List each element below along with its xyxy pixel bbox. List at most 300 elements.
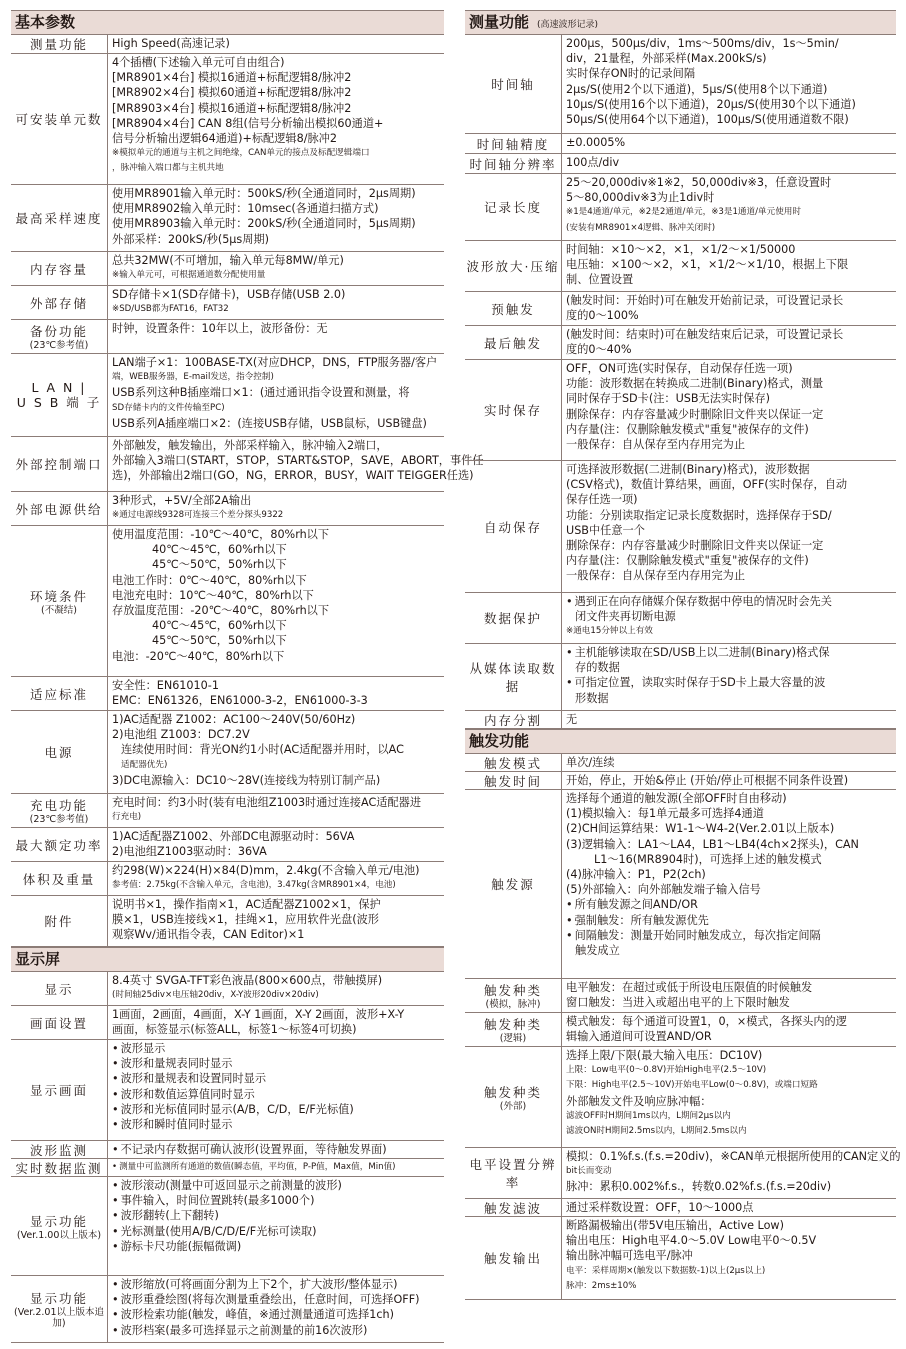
spec-value-line: • 所有触发源之间AND/OR xyxy=(566,897,894,912)
spec-label xyxy=(465,35,562,133)
spec-value xyxy=(562,1047,896,1147)
spec-value xyxy=(108,252,444,285)
spec-value-line: 8.4英寸 SVGA-TFT彩色液晶(800×600点，带触摸屏) xyxy=(112,974,383,987)
spec-label-line: U S B 端 子 xyxy=(16,395,102,410)
spec-label xyxy=(11,794,108,827)
spec-label xyxy=(465,1217,562,1299)
spec-value-line: 连续使用时间：背光ON约1小时(AC适配器并用时，以AC xyxy=(121,743,404,757)
spec-value-line: 2)电池组Z1003驱动时：36VA xyxy=(112,845,267,859)
spec-value-line: 滤波OFF时H期间1ms以内，L期间2μs以内 xyxy=(566,1110,731,1121)
section-note: (高速波形记录) xyxy=(537,20,599,30)
spec-value-line: 充电时间：约3小时(装有电池组Z1003时通过连接AC适配器进 xyxy=(112,796,422,809)
spec-value-line: 上限：Low电平(0～0.8V)开始High电平(2.5～10V) xyxy=(566,1065,767,1076)
spec-label-sub: (模拟，脉冲) xyxy=(485,999,541,1010)
spec-label-text: 可安装单元数 xyxy=(15,112,103,127)
spec-label-text: 显示功能 xyxy=(29,1213,88,1229)
spec-label-text: 触发种类 xyxy=(483,1017,542,1032)
spec-value-line: ※通电15分钟以上有效 xyxy=(566,626,653,637)
spec-label-text: 数据保护 xyxy=(483,611,542,626)
spec-label-text: 附件 xyxy=(44,914,74,929)
spec-value-line: 窗口触发：当进入或超出电平的上下限时触发 xyxy=(566,996,790,1010)
spec-label-text: 电平设置分辨率 xyxy=(469,1157,557,1190)
spec-value-line: LAN端子×1：100BASE-TX(对应DHCP，DNS，FTP服务器/客户 xyxy=(112,356,438,369)
spec-row xyxy=(11,794,444,828)
spec-row xyxy=(465,134,896,154)
spec-value-line: 通过采样数设置：OFF，10～1000点 xyxy=(566,1201,754,1214)
spec-value-line: (2)CH间运算结果：W1-1～W4-2(Ver.2.01以上版本) xyxy=(566,822,835,836)
spec-row xyxy=(11,492,444,526)
spec-row xyxy=(11,54,444,185)
spec-value-line: 电池工作时：0℃～40℃，80%rh以下 xyxy=(112,573,307,587)
spec-value-line: 3种形式，+5V/全部2A输出 xyxy=(112,494,252,507)
spec-value-line: (1)模拟输入：每1单元最多可选择4通道 xyxy=(566,807,764,821)
spec-value-line: 1)AC适配器 Z1002：AC100～240V(50/60Hz) xyxy=(112,713,356,726)
spec-value-line: 观察Wv/通讯指令表，CAN Editor)×1 xyxy=(112,928,305,942)
spec-label xyxy=(11,526,108,676)
spec-value-line: [MR8903×4台] 模拟16通道+标配逻辑8/脉冲2 xyxy=(112,101,352,115)
spec-value xyxy=(108,1141,444,1158)
spec-value-line: • 不记录内存数据可确认波形(设置界面，等待触发界面) xyxy=(112,1142,442,1157)
spec-value-line: 触发成立 xyxy=(575,944,620,958)
spec-value xyxy=(562,1199,896,1216)
spec-row xyxy=(11,437,484,492)
spec-label-text: 波形监测 xyxy=(29,1142,88,1158)
spec-value xyxy=(108,711,444,793)
spec-value xyxy=(562,241,896,291)
spec-row xyxy=(11,1276,444,1343)
spec-value-line: • 波形和数值运算值同时显示 xyxy=(112,1087,442,1102)
spec-row xyxy=(465,1199,896,1217)
spec-value-line: 使用温度范围：-10℃～40℃，80%rh以下 xyxy=(112,528,330,541)
spec-value-line: • 事件输入，时间位置跳转(最多1000个) xyxy=(112,1193,442,1208)
spec-value xyxy=(108,320,444,353)
spec-label xyxy=(11,972,108,1005)
spec-value-line: 适配器优先) xyxy=(121,759,168,770)
spec-value-line: 电池充电时：10℃～40℃，80%rh以下 xyxy=(112,588,314,602)
spec-value-line: 总共32MW(不可增加，输入单元每8MW/单元) xyxy=(112,254,344,267)
spec-value-line: (5)外部输入：向外部触发端子输入信号 xyxy=(566,883,761,897)
spec-value-line: 说明书×1，操作指南×1，AC适配器Z1002×1，保护 xyxy=(112,898,381,911)
spec-value-line: • 间隔触发：测量开始同时触发成立，每次指定间隔 xyxy=(566,928,894,943)
spec-value-line: ※模拟单元的通道与主机之间绝缘，CAN单元的接点及标配逻辑端口 xyxy=(112,148,370,159)
spec-label-line: L A N | xyxy=(31,380,87,395)
spec-value-line: 制、位置设置 xyxy=(566,273,634,287)
spec-value-line: 膜×1，USB连接线×1，挂绳×1，应用软件光盘(波形 xyxy=(112,913,379,927)
spec-label xyxy=(465,754,562,771)
spec-value-line: (3)逻辑输入：LA1～LA4，LB1～LB4(4ch×2探头)，CAN xyxy=(566,837,859,851)
spec-value-line: 电平触发：在超过或低于所设电压限值的时候触发 xyxy=(566,981,813,994)
spec-label-text: 触发滤波 xyxy=(483,1200,542,1216)
spec-value-line: 端，WEB服务器，E-mail发送，指令控制) xyxy=(112,372,274,383)
spec-value-line: 保存任选一项) xyxy=(566,493,638,507)
spec-label xyxy=(11,354,108,436)
spec-label-text: 适应标准 xyxy=(29,686,88,702)
spec-label xyxy=(11,1177,108,1275)
spec-value-line: 2)电池组 Z1003：DC7.2V xyxy=(112,728,250,742)
spec-value-line: 脉冲：累积0.002%f.s.，转数0.02%f.s.(f.s.=20div) xyxy=(566,1180,832,1194)
spec-value xyxy=(108,354,444,436)
spec-value-line: 断路漏极输出(带5V电压输出，Active Low) xyxy=(566,1219,784,1232)
spec-value-line: OFF，ON可选(实时保存，自动保存任选一项) xyxy=(566,362,793,375)
spec-value xyxy=(108,35,444,53)
spec-label xyxy=(465,360,562,460)
spec-label-text: 画面设置 xyxy=(29,1015,88,1031)
spec-value-line: 开始，停止，开始&停止 (开始/停止可根据不同条件设置) xyxy=(566,774,849,787)
spec-value-line: ※SD/USB都为FAT16，FAT32 xyxy=(112,304,229,315)
spec-value-line: • 测量中可监测所有通道的数值(瞬态值，平均值，P-P值，Max值，Min值) xyxy=(112,1160,442,1175)
spec-label-text: 最大额定功率 xyxy=(15,837,103,853)
spec-value-line: ※输入单元可，可根据通道数分配使用量 xyxy=(112,270,266,281)
spec-value-line: • 波形翻转(上下翻转) xyxy=(112,1208,442,1223)
spec-label-text: 时间轴精度 xyxy=(476,136,550,152)
spec-value-line: • 主机能够读取在SD/USB上以二进制(Binary)格式保 xyxy=(566,645,894,660)
spec-row xyxy=(11,1159,444,1177)
spec-value-line: (安装有MR8901×4逻辑、脉冲关闭时) xyxy=(566,222,716,233)
spec-label xyxy=(11,35,108,53)
spec-label-text: 触发时间 xyxy=(483,773,542,789)
spec-row xyxy=(11,320,444,354)
spec-value-line: 电池：-20℃～40℃，80%rh以下 xyxy=(112,649,285,663)
spec-label-text: 触发输出 xyxy=(483,1251,542,1266)
spec-label xyxy=(11,185,108,251)
spec-value-line: EMC：EN61326，EN61000-3-2，EN61000-3-3 xyxy=(112,694,368,708)
spec-row xyxy=(11,1177,444,1276)
spec-value-line: 2μs/S(使用2个以下通道)，5μs/S(使用8个以下通道) xyxy=(566,82,828,96)
spec-label xyxy=(465,772,562,789)
spec-label-text: 从媒体读取数据 xyxy=(469,661,557,694)
spec-label-text: 充电功能 xyxy=(29,798,88,813)
spec-value-line: 时钟，设置条件：10年以上，波形备份：无 xyxy=(112,322,328,335)
spec-value-line: 画面，标签显示(标签ALL，标签1～标签4可切换) xyxy=(112,1023,357,1037)
spec-row xyxy=(11,828,444,862)
spec-value-line: 功能：分别读取指定记录长度数据时，选择保存于SD/ xyxy=(566,508,832,522)
section-header xyxy=(11,947,444,972)
spec-value-line: 1画面，2画面，4画面，X-Y 1画面，X-Y 2画面，波形+X-Y xyxy=(112,1008,405,1021)
spec-label-text: 显示画面 xyxy=(29,1083,88,1098)
spec-value-line: • 强制触发：所有触发源优先 xyxy=(566,913,894,928)
spec-value xyxy=(562,360,896,460)
spec-value-line: 单次/连续 xyxy=(566,756,615,769)
spec-label-text: 内存分割 xyxy=(483,712,542,728)
spec-label-text: 环境条件 xyxy=(29,588,88,604)
spec-value xyxy=(108,862,444,895)
spec-value-line: 形数据 xyxy=(575,691,609,705)
spec-label xyxy=(11,828,108,861)
spec-value-line: 25～20,000div※1※2，50,000div※3，任意设置时 xyxy=(566,176,832,189)
spec-row xyxy=(11,711,444,794)
spec-label xyxy=(465,593,562,643)
spec-value xyxy=(562,154,896,173)
right-column xyxy=(465,10,901,1300)
spec-row xyxy=(465,154,896,174)
spec-label-text: 最高采样速度 xyxy=(15,211,103,226)
spec-row xyxy=(11,1040,444,1141)
spec-value-line: 行充电) xyxy=(112,812,142,823)
spec-label xyxy=(465,292,562,325)
spec-value-line: ，脉冲输入端口都与主机共地 xyxy=(112,163,224,174)
spec-value-line: • 波形滚动(测量中可返回显示之前测量的波形) xyxy=(112,1178,442,1193)
spec-value-line: 电平：采样周期×(触发以下数据数-1)以上(2μs以上) xyxy=(566,1265,766,1276)
spec-row xyxy=(11,972,444,1006)
spec-value xyxy=(108,896,444,946)
spec-label-sub: (外部) xyxy=(499,1100,527,1112)
spec-value-line: 45℃～50℃，50%rh以下 xyxy=(152,558,287,572)
spec-label-text: 体积及重量 xyxy=(22,871,96,887)
spec-value xyxy=(108,185,444,251)
spec-value-line: • 波形重叠绘图(将每次测量重叠绘出，任意时间，可选择OFF) xyxy=(112,1292,442,1307)
spec-value-line: 时间轴：×10～×2，×1，×1/2～×1/50000 xyxy=(566,243,796,256)
spec-label-text: 显示 xyxy=(44,981,74,997)
spec-value-line: 实时保存ON时的记录间隔 xyxy=(566,67,696,81)
spec-value-line: 100点/div xyxy=(566,156,620,169)
spec-value-line: 40℃～45℃，60%rh以下 xyxy=(152,543,287,557)
spec-value xyxy=(108,286,444,319)
spec-value xyxy=(108,1177,444,1275)
spec-row xyxy=(11,1141,444,1159)
spec-value-line: (4)脉冲输入：P1，P2(2ch) xyxy=(566,868,706,882)
spec-row xyxy=(465,790,896,979)
spec-row xyxy=(465,1148,901,1199)
spec-label xyxy=(11,320,108,353)
spec-value-line: • 波形和量规表和设置同时显示 xyxy=(112,1071,442,1086)
spec-value xyxy=(562,1148,903,1198)
spec-value-line: 10μs/S(使用16个以下通道)，20μs/S(使用30个以下通道) xyxy=(566,97,856,111)
spec-value-line: (触发时间：结束时)可在触发结束后记录，可设置记录长 xyxy=(566,328,844,341)
spec-label-text: 触发种类 xyxy=(483,1084,542,1100)
spec-value-line: 200μs，500μs/div，1ms～500ms/div，1s～5min/ xyxy=(566,37,839,50)
spec-value-line: 使用MR8902输入单元时：10msec(各通道扫描方式) xyxy=(112,202,379,216)
spec-value-line: 外部输入3端口(START，STOP，START&STOP，SAVE，ABORT，事件任 xyxy=(112,454,484,468)
spec-value-line: ±0.0005% xyxy=(566,136,626,149)
spec-label-text: 记录长度 xyxy=(483,200,542,215)
spec-value xyxy=(108,828,444,861)
spec-value xyxy=(108,1159,444,1176)
spec-value xyxy=(562,644,896,710)
spec-value xyxy=(108,1006,444,1039)
spec-value-line: 参考值：2.75kg(不含输入单元，含电池)，3.47kg(含MR8901×4，电池) xyxy=(112,880,396,891)
spec-label xyxy=(465,1148,562,1198)
section-title: 触发功能 xyxy=(469,732,530,750)
spec-label-text: 时间轴分辨率 xyxy=(469,156,557,172)
spec-value-line: • 光标测量(使用A/B/C/D/E/F光标可读取) xyxy=(112,1224,442,1239)
spec-label-text: 触发模式 xyxy=(483,755,542,771)
spec-label xyxy=(465,174,562,240)
spec-label xyxy=(11,54,108,184)
spec-value-line: 输出电压：High电平4.0～5.0V Low电平0～0.5V xyxy=(566,1234,817,1248)
spec-value-line: 40℃～45℃，60%rh以下 xyxy=(152,619,287,633)
spec-label-text: 触发种类 xyxy=(483,983,542,998)
spec-label-text: 实时数据监测 xyxy=(15,1160,103,1176)
spec-value xyxy=(562,292,896,325)
spec-row xyxy=(11,185,444,252)
spec-value-line: 使用MR8903输入单元时：200kS/秒(全通道同时，5μs周期) xyxy=(112,217,416,231)
spec-row xyxy=(465,593,896,644)
spec-value-line: 脉冲：2ms±10% xyxy=(566,1280,637,1291)
spec-value-line: 1)AC适配器Z1002、外部DC电源驱动时：56VA xyxy=(112,830,355,843)
spec-row xyxy=(465,174,896,241)
spec-value-line: 删除保存：内存容量减少时删除旧文件夹以保证一定 xyxy=(566,539,824,553)
spec-value-line: SD存储卡×1(SD存储卡)，USB存储(USB 2.0) xyxy=(112,288,346,301)
spec-row xyxy=(11,35,444,54)
spec-row xyxy=(11,354,444,437)
spec-row xyxy=(465,326,896,360)
spec-label-text: 电源 xyxy=(44,745,74,760)
spec-value xyxy=(108,492,444,525)
spec-value xyxy=(562,593,896,643)
spec-row xyxy=(11,862,444,896)
spec-value-line: 3)DC电源输入：DC10～28V(连接线为特别订制产品) xyxy=(112,773,381,787)
spec-value-line: 外部采样：200kS/秒(5μs周期) xyxy=(112,232,269,246)
spec-label xyxy=(11,711,108,793)
spec-label-sub: (Ver.1.00以上版本) xyxy=(16,1229,102,1241)
spec-value-line: div，21量程，外部采样(Max.200kS/s) xyxy=(566,52,767,66)
spec-row xyxy=(11,1006,444,1040)
spec-value-line: 内存量(注：仅删除触发模式"重复"被保存的文件) xyxy=(566,554,809,568)
spec-label-text: 时间轴 xyxy=(491,77,535,92)
spec-value xyxy=(562,790,896,978)
spec-value xyxy=(108,972,444,1005)
spec-value-line: [MR8902×4台] 模拟60通道+标配逻辑8/脉冲2 xyxy=(112,86,352,100)
section-header xyxy=(11,10,444,35)
spec-value xyxy=(562,1013,896,1046)
spec-value-line: ※1是4通道/单元，※2是2通道/单元，※3是1通道/单元使用时 xyxy=(566,207,801,218)
spec-value xyxy=(108,437,486,491)
spec-label-text: 波形放大·压缩 xyxy=(466,259,560,274)
spec-value-line: 选)，外部输出2端口(GO，NG，ERROR，BUSY，WAIT TEIGGER任选) xyxy=(112,469,474,483)
spec-value xyxy=(562,461,896,592)
spec-value-line: 无 xyxy=(566,713,578,726)
spec-label xyxy=(11,1040,108,1140)
spec-row xyxy=(465,360,896,461)
spec-row xyxy=(465,711,896,729)
spec-value xyxy=(562,134,896,153)
spec-value-line: 选择每个通道的触发源(全部OFF时自由移动) xyxy=(566,792,787,805)
spec-value-line: • 波形档案(最多可选择显示之前测量的前16次波形) xyxy=(112,1323,442,1338)
spec-value-line: 使用MR8901输入单元时：500kS/秒(全通道同时，2μs周期) xyxy=(112,187,416,200)
spec-value xyxy=(562,754,896,771)
spec-value-line: • 波形检索功能(触发，峰值，※通过测量通道可选择1ch) xyxy=(112,1307,442,1322)
spec-value-line: 约298(W)×224(H)×84(D)mm，2.4kg(不含输入单元/电池) xyxy=(112,864,420,877)
spec-value-line: 度的0～40% xyxy=(566,343,632,357)
spec-label-text: 自动保存 xyxy=(483,519,542,535)
spec-label-sub: (逻辑) xyxy=(499,1033,527,1044)
spec-label xyxy=(11,862,108,895)
spec-label-text: 外部存储 xyxy=(29,295,88,311)
spec-value xyxy=(562,979,896,1012)
spec-row xyxy=(465,241,896,292)
spec-value-line: USB系列这种B插座端口×1：(通过通讯指令设置和测量，将 xyxy=(112,386,410,400)
spec-value-line: 外部触发文件及响应脉冲幅： xyxy=(566,1094,712,1108)
spec-value-line: 内存量(注：仅删除触发模式"重复"被保存的文件) xyxy=(566,422,809,436)
spec-value-line: • 遇到正在向存储媒介保存数据中停电的情况时会先关 xyxy=(566,594,894,609)
spec-value-line: 度的0～100% xyxy=(566,309,639,323)
spec-value-line: • 可指定位置，读取实时保存于SD卡上最大容量的波 xyxy=(566,675,894,690)
spec-value-line: 模拟：0.1%f.s.(f.s.=20div)，※CAN单元根据所使用的CAN定义的 xyxy=(566,1150,901,1163)
spec-label-text: 测量功能 xyxy=(29,37,88,52)
spec-label xyxy=(11,1141,108,1158)
spec-value-line: 模式触发：每个通道可设置1，0，×模式，各探头内的逻 xyxy=(566,1015,847,1028)
spec-value-line: • 波形和光标值同时显示(A/B，C/D，E/F光标值) xyxy=(112,1102,442,1117)
spec-row xyxy=(11,526,444,677)
spec-value-line: (时间轴25div×电压轴20div，X-Y波形20div×20div) xyxy=(112,990,319,1001)
spec-value-line: bit长而变动 xyxy=(566,1166,612,1177)
spec-label-sub: (23℃参考值) xyxy=(29,340,89,351)
spec-label-text: 最后触发 xyxy=(483,335,542,351)
left-column xyxy=(11,10,484,1343)
spec-value-line: 电压轴：×100～×2，×1，×1/2～×1/10，根据上下限 xyxy=(566,258,849,272)
spec-value-line: 一般保存：自从保存至内存用完为止 xyxy=(566,569,746,583)
spec-label xyxy=(11,677,108,710)
spec-value xyxy=(108,1276,444,1342)
spec-value xyxy=(562,35,896,133)
spec-row xyxy=(465,979,896,1013)
spec-value-line: 闭文件夹再切断电源 xyxy=(575,610,676,624)
spec-label xyxy=(11,1006,108,1039)
spec-label-sub: (不凝结) xyxy=(41,604,77,616)
spec-row xyxy=(11,677,444,711)
spec-label xyxy=(11,437,108,491)
spec-label-text: 外部控制端口 xyxy=(15,457,103,472)
spec-value-line: 选择上限/下限(最大输入电压：DC10V) xyxy=(566,1049,763,1062)
spec-value-line: 删除保存：内存容量减少时删除旧文件夹以保证一定 xyxy=(566,407,824,421)
spec-label xyxy=(465,644,562,710)
spec-row xyxy=(11,252,444,286)
section-title: 基本参数 xyxy=(15,13,76,31)
spec-row xyxy=(465,292,896,326)
spec-label xyxy=(465,1047,562,1147)
section-header xyxy=(465,729,896,754)
spec-label-text: 实时保存 xyxy=(483,403,542,418)
section-title: 显示屏 xyxy=(15,950,61,968)
spec-row xyxy=(11,286,444,320)
spec-value-line: • 波形显示 xyxy=(112,1041,442,1056)
spec-label xyxy=(465,461,562,592)
spec-row xyxy=(465,35,896,134)
spec-value-line: • 游标卡尺功能(振幅微调) xyxy=(112,1239,442,1254)
spec-label xyxy=(11,252,108,285)
spec-label xyxy=(11,1159,108,1176)
spec-label xyxy=(465,711,562,728)
spec-row xyxy=(465,644,896,711)
spec-value-line: [MR8901×4台] 模拟16通道+标配逻辑8/脉冲2 xyxy=(112,71,352,85)
spec-value-line: USB中任意一个 xyxy=(566,523,645,537)
spec-label xyxy=(11,1276,108,1342)
spec-value-line: • 波形缩放(可将画面分割为上下2个，扩大波形/整体显示) xyxy=(112,1277,442,1292)
spec-value-line: 辑输入通道间可设置AND/OR xyxy=(566,1030,712,1044)
spec-value-line: 一般保存：自从保存至内存用完为止 xyxy=(566,438,746,452)
spec-value xyxy=(562,326,896,359)
spec-row xyxy=(465,1047,896,1148)
spec-row xyxy=(465,772,896,790)
spec-value-line: 信号分析输出逻辑64通道)+标配逻辑8/脉冲2 xyxy=(112,132,337,146)
spec-label xyxy=(465,154,562,173)
spec-row xyxy=(465,1217,896,1300)
spec-value-line: • 波形和瞬时值同时显示 xyxy=(112,1117,442,1132)
spec-value-line: [MR8904×4台] CAN 8组(信号分析输出模拟60通道+ xyxy=(112,116,384,130)
spec-label xyxy=(465,241,562,291)
spec-label-text: 预触发 xyxy=(491,301,535,317)
spec-label-text: 显示功能 xyxy=(29,1291,88,1306)
spec-row xyxy=(465,461,896,593)
spec-value-line: 4个插槽(下述输入单元可自由组合) xyxy=(112,56,285,69)
spec-value-line: 45℃～50℃，50%rh以下 xyxy=(152,634,287,648)
spec-value xyxy=(108,1040,444,1140)
spec-value-line: 5～80,000div※3为止1div时 xyxy=(566,191,715,205)
spec-value-line: 安全性：EN61010-1 xyxy=(112,679,219,692)
spec-value-line: SD存储卡内的文件传输至PC) xyxy=(112,402,225,413)
spec-value-line: 外部触发，触发输出，外部采样输入，脉冲输入2端口， xyxy=(112,439,388,452)
spec-value-line: 存的数据 xyxy=(575,661,620,675)
